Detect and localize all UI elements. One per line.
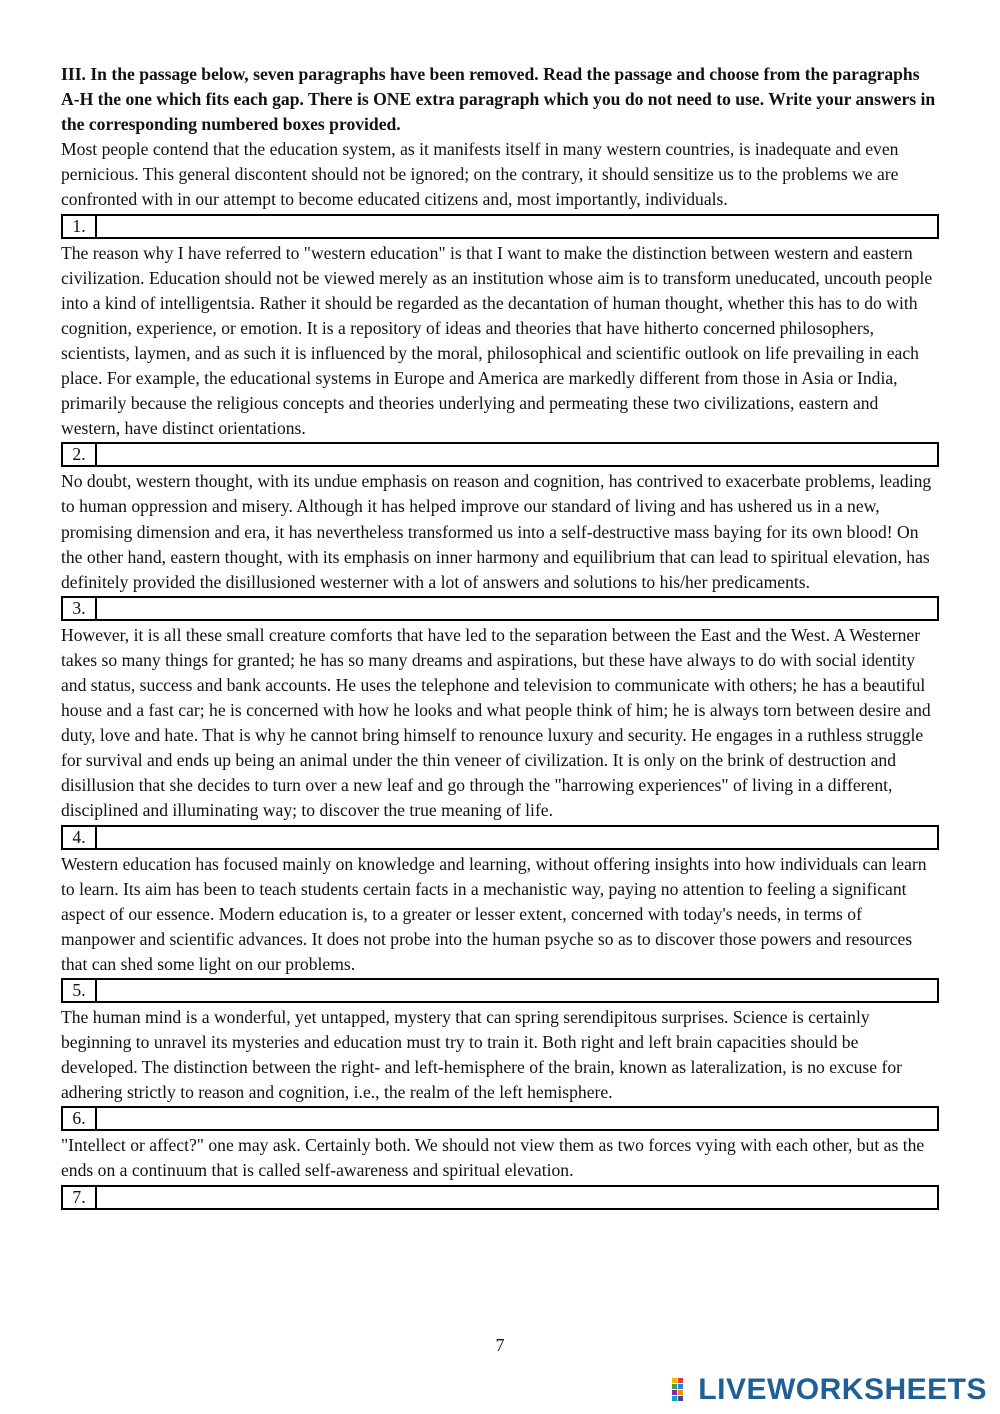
instructions: III. In the passage below, seven paragraphs have been removed. Read the passage and choose from the paragraphs A-H the one which fits each gap. There is ONE extra paragraph which you do not need to use. Write your answers in the corresponding numbered boxes provided. [61, 64, 936, 135]
answer-box-2[interactable] [97, 444, 937, 465]
liveworksheets-logo-icon [672, 1378, 694, 1402]
passage-paragraph-1: Most people contend that the education system, as it manifests itself in many western countries, is inadequate and even pernicious. This general discontent should not be ignored; on the contrary, it should sensitize us to the problems we are confronted with in our attempt to become educated citizens and, most importantly, individuals. [61, 139, 899, 210]
passage-paragraph-6: The human mind is a wonderful, yet untapped, mystery that can spring serendipitous surprises. Science is certainly beginning to unravel its mysteries and education must try to train it. Both right and left brain capacities should be developed. The distinction between the right- and left-hemisphere of the brain, known as lateralization, is no excuse for adhering strictly to reason and cognition, i.e., the realm of the left hemisphere. [61, 1007, 902, 1103]
answer-box-7[interactable] [97, 1187, 937, 1208]
answer-row-1 [61, 214, 939, 239]
answer-box-5[interactable] [97, 980, 937, 1001]
answer-number: 2. [63, 444, 97, 465]
passage-paragraph-3: No doubt, western thought, with its undue emphasis on reason and cognition, has contrived to exacerbate problems, leading to human oppression and misery. Although it has helped improve our standard of living and has ushered us in a new, promising dimension and era, it has nevertheless transformed us into a self-destructive mass baying for its own blood! On the other hand, eastern thought, with its emphasis on inner harmony and equilibrium that can lead to spiritual elevation, has definitely provided the disillusioned westerner with a lot of answers and solutions to his/her predicaments. [61, 471, 932, 592]
answer-number: 5. [63, 980, 97, 1001]
passage-paragraph-4: However, it is all these small creature comforts that have led to the separation between the East and the West. A Westerner takes so many things for granted; he has so many dreams and aspirations, but these have always to do with social identity and status, success and bank accounts. He uses the telephone and television to communicate with others; he has a beautiful house and a fast car; he is concerned with how he looks and what people think of him; he is always torn between desire and duty, love and hate. That is why he cannot bring himself to renounce luxury and security. He engages in a ruthless struggle for survival and ends up being an animal under the thin veneer of civilization. It is only on the brink of destruction and disillusion that she decides to turn over a new leaf and go through the "harrowing experiences" of living in a different, disciplined and illuminating way; to discover the true meaning of life. [61, 624, 931, 821]
answer-row-6 [61, 1106, 939, 1131]
brand-footer [672, 1373, 987, 1407]
answer-number: 7. [63, 1187, 97, 1208]
passage-paragraph-2: The reason why I have referred to "western education" is that I want to make the distinction between western and eastern civilization. Education should not be viewed merely as an institution whose aim is to transform uneducated, uncouth people into a kind of intelligentsia. Rather it should be regarded as the decantation of human thought, whether this has to do with cognition, experience, or emotion. It is a repository of ideas and theories that have hitherto concerned philosophers, scientists, laymen, and as such it is influenced by the moral, philosophical and scientific outlook on life prevailing in each place. For example, the educational systems in Europe and America are markedly different from those in Asia or India, primarily because the religious concepts and theories underlying and permeating these two civilizations, eastern and western, have distinct orientations. [61, 242, 933, 439]
worksheet-document [61, 62, 939, 1212]
answer-box-3[interactable] [97, 598, 937, 619]
answer-number: 1. [63, 216, 97, 237]
answer-row-2 [61, 442, 939, 467]
answer-box-1[interactable] [97, 216, 937, 237]
answer-box-6[interactable] [97, 1108, 937, 1129]
passage-paragraph-7: "Intellect or affect?" one may ask. Certainly both. We should not view them as two forces vying with each other, but as the ends on a continuum that is called self-awareness and spiritual elevation. [61, 1135, 925, 1181]
passage-paragraph-5: Western education has focused mainly on knowledge and learning, without offering insights into how individuals can learn to learn. Its aim has been to teach students certain facts in a mechanistic way, paying no attention to feeling a significant aspect of our essence. Modern education is, to a greater or lesser extent, concerned with today's needs, in terms of manpower and scientific advances. It does not probe into the human psyche so as to discover those powers and resources that can shed some light on our problems. [61, 853, 927, 974]
answer-row-5 [61, 978, 939, 1003]
answer-row-7 [61, 1185, 939, 1210]
answer-row-3 [61, 596, 939, 621]
answer-row-4 [61, 825, 939, 850]
answer-number: 6. [63, 1108, 97, 1129]
answer-number: 4. [63, 827, 97, 848]
brand-name: LIVEWORKSHEETS [698, 1373, 987, 1406]
answer-box-4[interactable] [97, 827, 937, 848]
answer-number: 3. [63, 598, 97, 619]
page-number: 7 [495, 1335, 505, 1355]
